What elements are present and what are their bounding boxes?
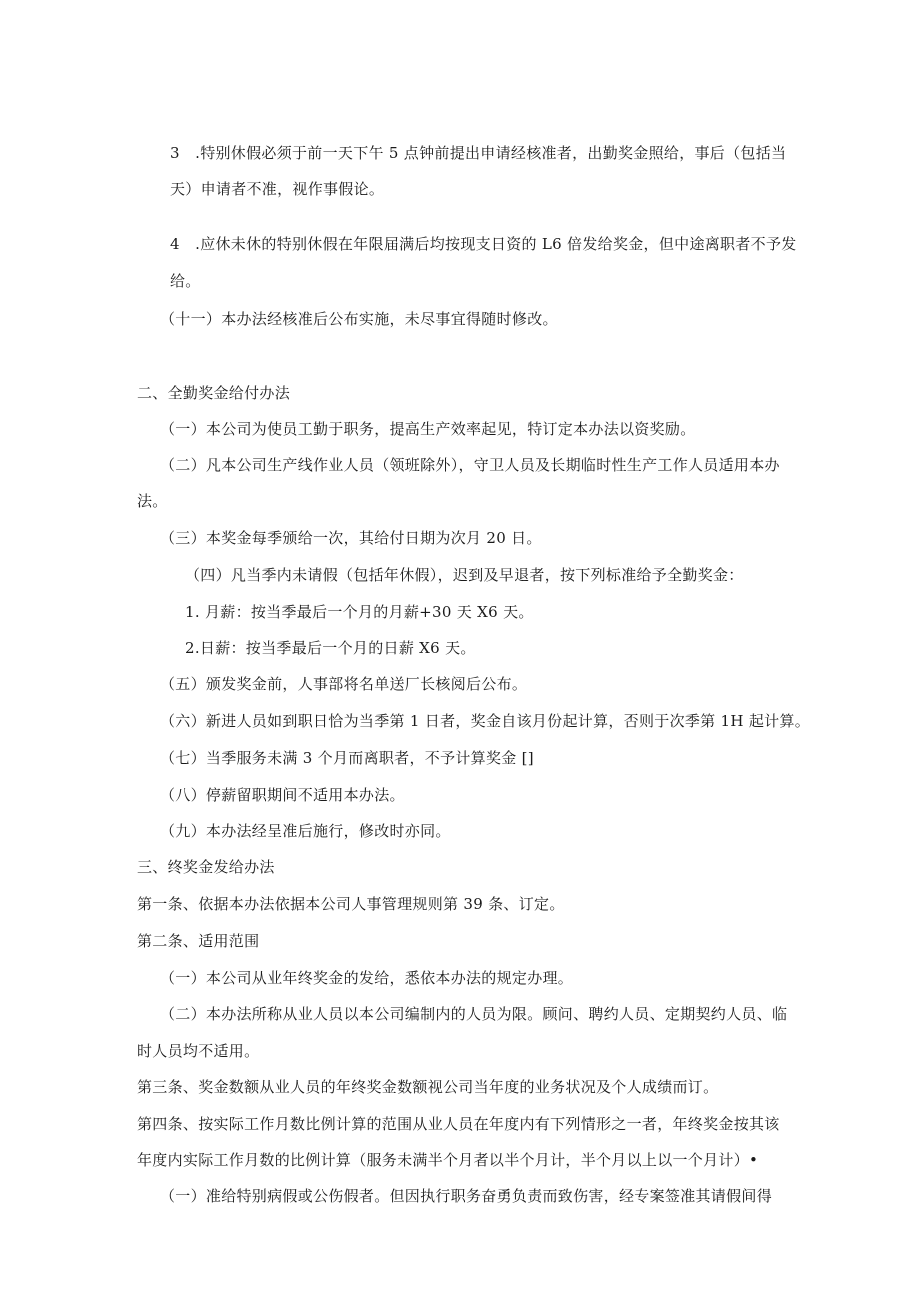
clause-3-line-2: 天）申请者不准，视作事假论。 xyxy=(170,180,385,198)
item-4: （四）凡当季内未请假（包括年休假），迟到及早退者，按下列标准给予全勤奖金： xyxy=(185,566,744,584)
item-7: （七）当季服务未满 3 个月而离职者，不予计算奖金 [] xyxy=(160,749,534,767)
item-6: （六）新进人员如到职日恰为当季第 1 日者，奖金自该月份起计算，否则于次季第 1H 起计算。 xyxy=(160,712,811,730)
article-4-line-1: 第四条、按实际工作月数比例计算的范围从业人员在年度内有下列情形之一者，年终奖金按其该 xyxy=(137,1115,780,1133)
article-2-item-2-line-2: 时人员均不适用。 xyxy=(137,1042,260,1060)
item-2-line-2: 法。 xyxy=(137,492,168,510)
article-4-item-1: （一）准给特别病假或公伤假者。但因执行职务奋勇负责而致伤害，经专案签准其请假间得 xyxy=(160,1187,773,1205)
item-9: （九）本办法经呈准后施行，修改时亦同。 xyxy=(160,822,451,840)
article-1: 第一条、依据本办法依据本公司人事管理规则第 39 条、订定。 xyxy=(137,895,565,913)
item-3: （三）本奖金每季颁给一次，其给付日期为次月 20 日。 xyxy=(160,529,542,547)
article-2-item-1: （一）本公司从业年终奖金的发给，悉依本办法的规定办理。 xyxy=(160,969,574,987)
item-2-line-1: （二）凡本公司生产线作业人员（领班除外），守卫人员及长期临时性生产工作人员适用本办 xyxy=(160,456,780,474)
section-heading-3: 三、终奖金发给办法 xyxy=(137,858,275,876)
item-1: （一）本公司为使员工勤于职务，提高生产效率起见，特订定本办法以资奖励。 xyxy=(160,420,696,438)
item-4-sub-1: 1. 月薪：按当季最后一个月的月薪+30 天 X6 天。 xyxy=(185,603,534,621)
section-heading-2: 二、全勤奖金给付办法 xyxy=(137,384,291,402)
clause-3-line-1: 3 .特别休假必须于前一天下午 5 点钟前提出申请经核准者，出勤奖金照给，事后（包括当 xyxy=(170,144,787,162)
article-2-item-2-line-1: （二）本办法所称从业人员以本公司编制内的人员为限。顾问、聘约人员、定期契约人员、临 xyxy=(160,1005,788,1023)
clause-11: （十一）本办法经核准后公布实施，未尽事宜得随时修改。 xyxy=(160,310,558,328)
item-4-sub-2: 2.日薪：按当季最后一个月的日薪 X6 天。 xyxy=(185,639,476,657)
clause-4-line-2: 给。 xyxy=(170,272,201,290)
clause-4-line-1: 4 .应休未休的特别休假在年限届满后均按现支日资的 L6 倍发给奖金，但中途离职者不予发 xyxy=(170,235,797,253)
article-4-line-2: 年度内实际工作月数的比例计算（服务未满半个月者以半个月计，半个月以上以一个月计）• xyxy=(137,1151,759,1169)
item-5: （五）颁发奖金前，人事部将名单送厂长核阅后公布。 xyxy=(160,675,528,693)
article-3: 第三条、奖金数额从业人员的年终奖金数额视公司当年度的业务状况及个人成绩而订。 xyxy=(137,1078,719,1096)
article-2: 第二条、适用范围 xyxy=(137,932,260,950)
item-8: （八）停薪留职期间不适用本办法。 xyxy=(160,786,405,804)
